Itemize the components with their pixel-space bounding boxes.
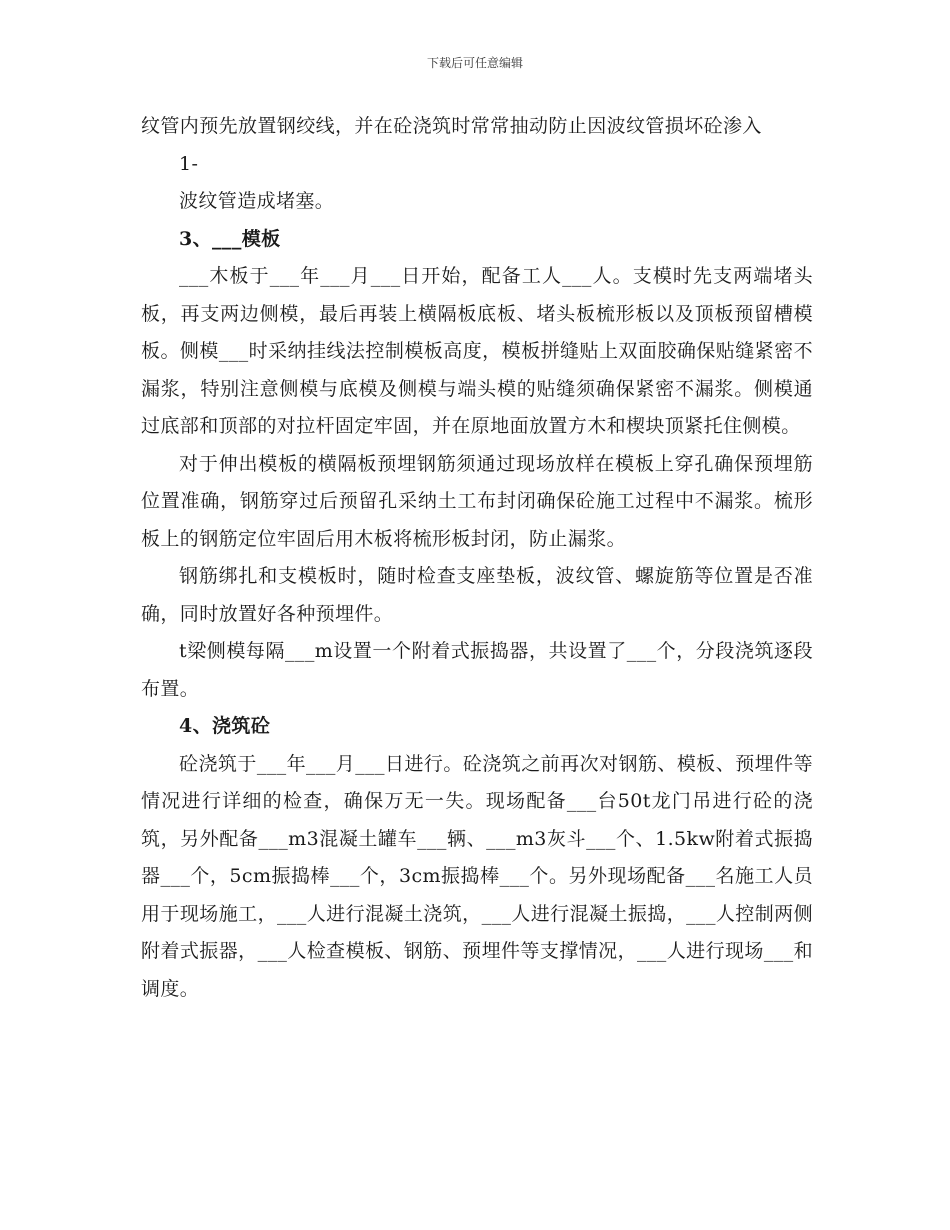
paragraph-pouring: 砼浇筑于___年___月___日进行。砼浇筑之前再次对钢筋、模板、预埋件等情况进行详细的检查，确保万无一失。现场配备___台50t龙门吊进行砼的浇筑，另外配备___m3混凝土罐车___辆、___m3灰斗___个、1.5kw附着式振捣器___个，5cm振捣棒___个，3cm振捣棒___个。另外现场配备___名施工人员用于现场施工，___人进行混凝土浇筑，___人进行混凝土振捣，___人控制两侧附着式振器，___人检查模板、钢筋、预埋件等支撑情况，___人进行现场___和调度。: [141, 752, 813, 1000]
paragraph-continuation-end: 波纹管造成堵塞。: [179, 190, 335, 212]
paragraph-inspection: 钢筋绑扎和支模板时，随时检查支座垫板，波纹管、螺旋筋等位置是否准确，同时放置好各种预埋件。: [141, 565, 813, 625]
section-heading-pouring: 4、浇筑砼: [179, 715, 271, 737]
paragraph-formwork: ___木板于___年___月___日开始，配备工人___人。支模时先支两端堵头板，再支两边侧模，最后再装上横隔板底板、堵头板梳形板以及顶板预留槽模板。侧模___时采纳挂线法控制模板高度，模板拼缝贴上双面胶确保贴缝紧密不漏浆，特别注意侧模与底模及侧模与端头模的贴缝须确保紧密不漏浆。侧模通过底部和顶部的对拉杆固定牢固，并在原地面放置方木和楔块顶紧托住侧模。: [141, 265, 813, 437]
document-body: [141, 108, 813, 1008]
paragraph-embedded-rebar: 对于伸出模板的横隔板预埋钢筋须通过现场放样在模板上穿孔确保预埋筋位置准确，钢筋穿过后预留孔采纳土工布封闭确保砼施工过程中不漏浆。梳形板上的钢筋定位牢固后用木板将梳形板封闭，防止漏浆。: [141, 452, 813, 550]
page-header: 下载后可任意编辑: [426, 56, 523, 70]
page-number-marker: 1-: [179, 152, 199, 175]
paragraph-vibrator: t梁侧模每隔___m设置一个附着式振捣器，共设置了___个，分段浇筑逐段布置。: [141, 640, 813, 700]
paragraph-continuation: 纹管内预先放置钢绞线，并在砼浇筑时常常抽动防止因波纹管损坏砼渗入: [141, 115, 762, 137]
section-heading-formwork: 3、___模板: [179, 227, 281, 250]
